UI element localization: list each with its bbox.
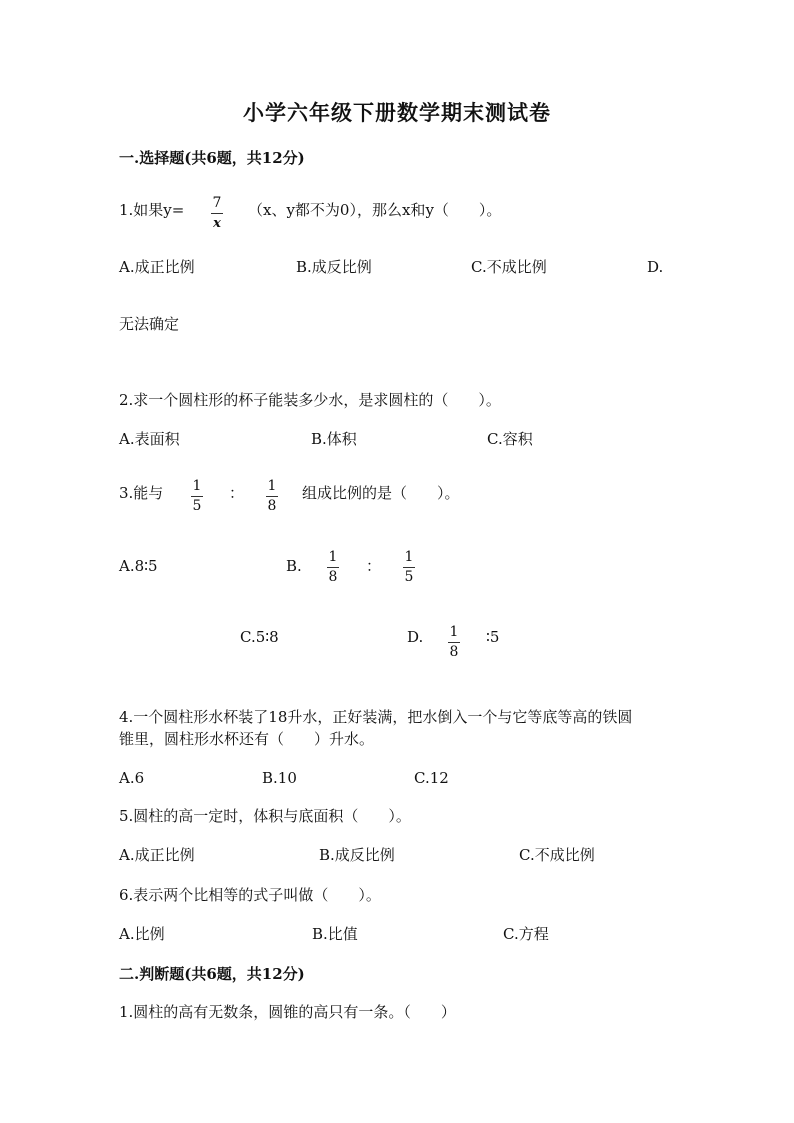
fraction-denominator: 8 bbox=[449, 644, 459, 660]
fraction-bar bbox=[448, 642, 460, 643]
judgment-1-text: 1.圆柱的高有无数条，圆锥的高只有一条。（ ） bbox=[119, 1003, 456, 1021]
question-6-option-a: A.比例 bbox=[119, 925, 165, 943]
question-1-prefix: 1.如果y= bbox=[119, 201, 185, 219]
fraction-denominator: 5 bbox=[404, 569, 414, 585]
page-title: 小学六年级下册数学期末测试卷 bbox=[243, 100, 551, 125]
question-1-fraction bbox=[211, 195, 223, 232]
question-3-fraction-2 bbox=[266, 478, 278, 515]
question-1-option-b: B.成反比例 bbox=[296, 258, 372, 276]
question-4-option-b: B.10 bbox=[262, 769, 297, 787]
question-2-option-c: C.容积 bbox=[487, 430, 533, 448]
fraction-denominator: 8 bbox=[328, 569, 338, 585]
section-heading-choice: 一.选择题(共6题，共12分) bbox=[119, 149, 305, 167]
question-3-option-a: A.8∶5 bbox=[119, 557, 158, 575]
section-heading-judgment: 二.判断题(共6题，共12分) bbox=[119, 965, 305, 983]
question-1-option-c: C.不成比例 bbox=[471, 258, 547, 276]
question-3-option-b-label: B. bbox=[286, 557, 302, 575]
question-4-line-2: 锥里，圆柱形水杯还有（ ）升水。 bbox=[119, 730, 375, 748]
fraction-numerator: 1 bbox=[449, 624, 459, 640]
question-5-option-a: A.成正比例 bbox=[119, 846, 195, 864]
question-1-option-d: D. bbox=[647, 258, 664, 276]
question-6-text: 6.表示两个比相等的式子叫做（ ）。 bbox=[119, 886, 381, 904]
question-3-option-c: C.5∶8 bbox=[240, 628, 279, 646]
question-5-text: 5.圆柱的高一定时，体积与底面积（ ）。 bbox=[119, 807, 411, 825]
fraction-bar bbox=[327, 567, 339, 568]
fraction-bar bbox=[191, 496, 203, 497]
question-3-option-b-colon: ： bbox=[366, 557, 382, 575]
question-4-line-1: 4.一个圆柱形水杯装了18升水，正好装满，把水倒入一个与它等底等高的铁圆 bbox=[119, 708, 633, 726]
fraction-numerator: 1 bbox=[192, 478, 202, 494]
question-6-option-b: B.比值 bbox=[312, 925, 358, 943]
question-1-option-a: A.成正比例 bbox=[119, 258, 195, 276]
question-5-option-c: C.不成比例 bbox=[519, 846, 595, 864]
fraction-numerator: 1 bbox=[267, 478, 277, 494]
question-2-text: 2.求一个圆柱形的杯子能装多少水，是求圆柱的（ ）。 bbox=[119, 391, 501, 409]
question-2-option-b: B.体积 bbox=[311, 430, 357, 448]
question-4-option-c: C.12 bbox=[414, 769, 449, 787]
question-3-colon: ： bbox=[229, 484, 245, 502]
question-1-option-d-text: 无法确定 bbox=[119, 315, 180, 333]
question-1-suffix: （x、y都不为0），那么x和y（ ）。 bbox=[248, 201, 502, 219]
fraction-bar bbox=[211, 213, 223, 214]
question-5-option-b: B.成反比例 bbox=[319, 846, 395, 864]
fraction-denominator: x bbox=[213, 216, 221, 231]
fraction-denominator: 8 bbox=[267, 498, 277, 514]
question-2-option-a: A.表面积 bbox=[119, 430, 180, 448]
question-3-suffix: 组成比例的是（ ）。 bbox=[302, 484, 460, 502]
fraction-numerator: 1 bbox=[328, 549, 338, 565]
question-3-option-b-fraction-1 bbox=[327, 549, 339, 586]
fraction-numerator: 7 bbox=[212, 195, 222, 211]
question-6-option-c: C.方程 bbox=[503, 925, 549, 943]
fraction-bar bbox=[403, 567, 415, 568]
question-3-prefix: 3.能与 bbox=[119, 484, 164, 502]
question-3-fraction-1 bbox=[191, 478, 203, 515]
question-4-option-a: A.6 bbox=[119, 769, 145, 787]
question-3-option-b-fraction-2 bbox=[403, 549, 415, 586]
fraction-bar bbox=[266, 496, 278, 497]
fraction-denominator: 5 bbox=[192, 498, 202, 514]
question-3-option-d-label: D. bbox=[407, 628, 424, 646]
question-3-option-d-tail: ∶5 bbox=[486, 628, 500, 646]
fraction-numerator: 1 bbox=[404, 549, 414, 565]
question-3-option-d-fraction bbox=[448, 624, 460, 661]
